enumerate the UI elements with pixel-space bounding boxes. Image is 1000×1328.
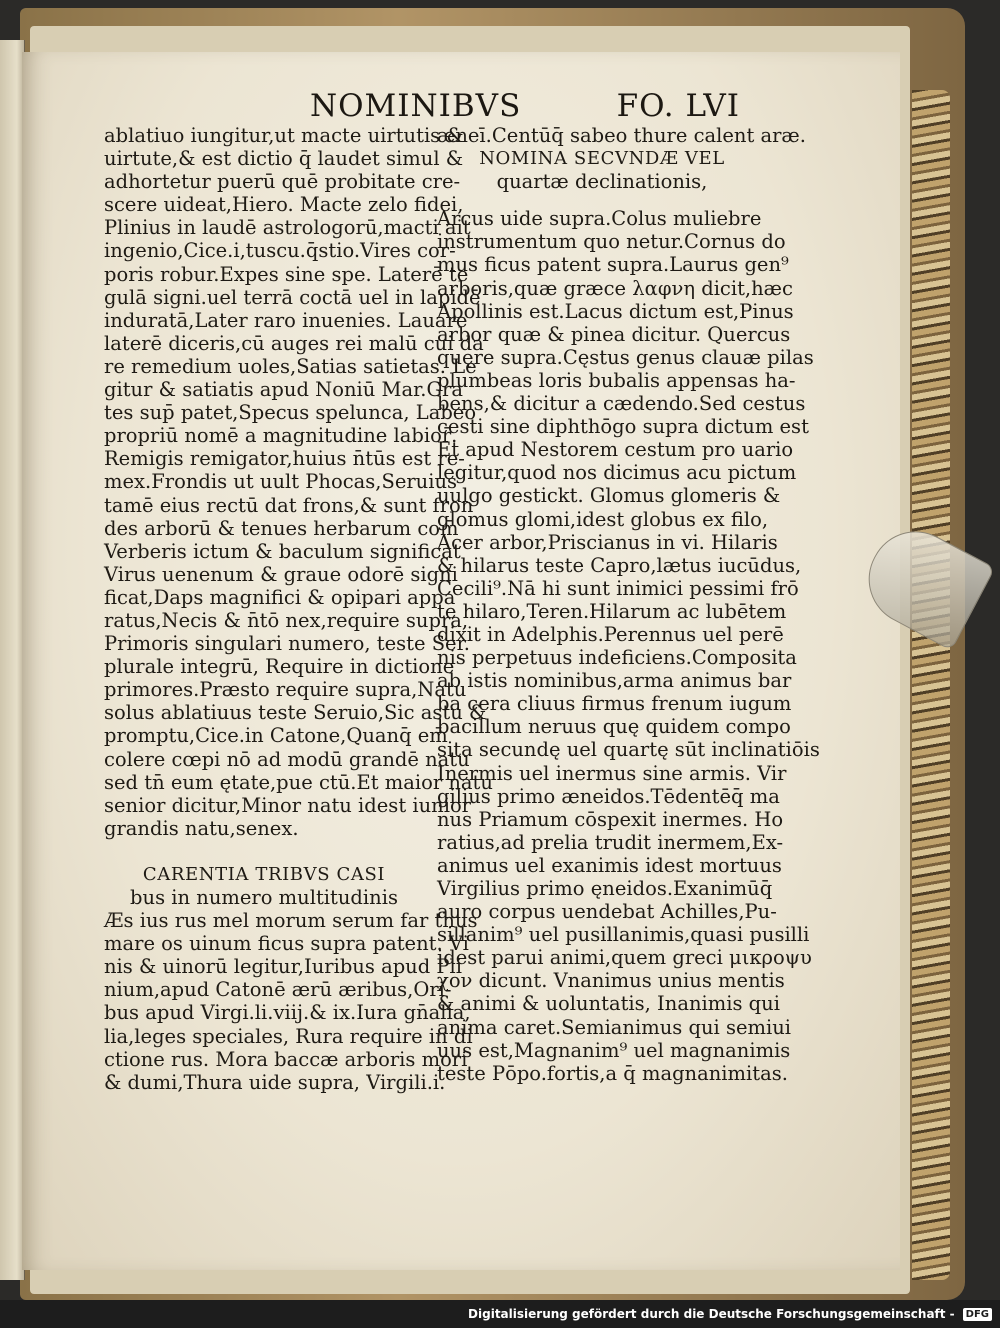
text-line: solus ablatiuus teste Seruio,Sic astu & <box>104 701 487 725</box>
text-line: tamē eius rectū dat frons,& sunt fron <box>104 493 474 517</box>
paragraph-gap <box>437 193 767 207</box>
text-line: promptu,Cice.in Catone,Quanq̄ em̄ <box>104 724 448 748</box>
text-line: instrumentum quo netur.Cornus do <box>437 230 786 254</box>
text-line: uulgo gestickt. Glomus glomeris & <box>437 484 781 508</box>
text-line: Æs ius rus mel morum serum far thus <box>104 909 478 933</box>
running-head <box>310 88 740 124</box>
text-line: ficat,Daps magnifici & opipari appa <box>104 585 456 609</box>
text-line: adhortetur puerū quē probitate cre- <box>104 170 461 194</box>
text-line: anima caret.Semianimus qui semiui <box>437 1015 792 1039</box>
text-line: uus est,Magnanim⁹ uel magnanimis <box>437 1038 791 1062</box>
text-line: propriū nomē a magnitudine labior̄. <box>104 424 458 448</box>
text-line: Inermis uel inermus sine armis. Vir <box>437 761 787 785</box>
text-line: arboris,quæ græce λαφνη dicit,hæc <box>437 276 793 300</box>
text-line: ba cera cliuus firmus frenum iugum <box>437 692 792 716</box>
funding-footer <box>0 1300 1000 1328</box>
text-line: Remigis remigator,huius n̄tūs est re- <box>104 447 465 471</box>
footer-text: Digitalisierung gefördert durch die Deutsche Forschungsgemeinschaft - <box>468 1307 955 1321</box>
text-line: gitur & satiatis apud Noniū Mar.Gra <box>104 378 463 402</box>
text-line: ingenio,Cice.i,tuscu.q̄stio.Vires cor- <box>104 239 456 263</box>
text-line: & hilarus teste Capro,lætus iucūdus, <box>437 553 802 577</box>
left-text-column <box>104 124 493 1094</box>
text-line: Virgilius primo ęneidos.Exanimūq̄ <box>437 877 773 900</box>
text-line: te hilaro,Teren.Hilarum ac lubētem <box>437 599 787 623</box>
text-line: Et apud Nestorem cestum pro uario <box>437 438 794 462</box>
text-line: quęre supra.Cęstus genus clauæ pilas <box>437 345 814 369</box>
text-line: laterē diceris,cū auges rei malū cui da <box>104 331 484 355</box>
text-line: cesti sine diphthōgo supra dictum est <box>437 415 809 439</box>
text-line: scere uideat,Hiero. Macte zelo fidei, <box>104 193 464 217</box>
text-line: gulā signi.uel terrā coctā uel in lapidē <box>104 285 481 309</box>
text-line: plumbeas loris bubalis appensas ha- <box>437 368 796 392</box>
text-line: plurale integrū, Require in dictione <box>104 655 455 679</box>
folio-number: FO. LVI <box>616 88 740 124</box>
text-line: induratā,Later raro inuenies. Lauare <box>104 308 468 332</box>
text-line: nium,apud Catonē ærū æribus,Ori- <box>104 978 452 1002</box>
right-text-column <box>437 124 820 1085</box>
text-line: uirtute,& est dictio q̄ laudet simul & <box>104 147 464 171</box>
text-line: grandis natu,senex. <box>104 816 299 840</box>
paragraph-gap <box>104 840 424 863</box>
section-subheading: bus in numero multitudinis <box>130 886 398 909</box>
marbled-edge <box>912 90 950 1280</box>
text-line: Apollinis est.Lacus dictum est,Pinus <box>437 299 794 323</box>
text-line: Verberis ictum & baculum significat <box>104 539 461 563</box>
text-line: re remedium uoles,Satias satietas. Le <box>104 354 477 378</box>
text-line: des arborū & tenues herbarum com̄ <box>104 516 459 540</box>
text-line: bus apud Virgi.li.viij.& ix.Iura gn̄alia, <box>104 1001 471 1025</box>
text-line: bacillum neruus quę quidem compo <box>437 715 791 739</box>
text-line: idest parui animi,quem greci μικροψυ <box>437 946 812 970</box>
text-line: nus Priamum cōspexit inermes. Ho <box>437 807 784 831</box>
text-line: dixit in Adelphis.Perennus uel perē <box>437 622 784 646</box>
text-line: senior dicitur,Minor natu idest iunior <box>104 793 472 817</box>
text-line: Arcus uide supra.Colus muliebre <box>437 207 762 231</box>
text-line: legitur,quod nos dicimus acu pictum <box>437 461 797 485</box>
text-line: lia,leges speciales, Rura require in di <box>104 1024 473 1048</box>
text-line: gilius primo æneidos.Tēdentēq̄ ma <box>437 784 780 808</box>
text-line: animus uel exanimis idest mortuus <box>437 853 782 877</box>
text-line: χον dicunt. Vnanimus unius mentis <box>437 969 785 993</box>
text-line: tes sup̄ patet,Specus spelunca, Labeo <box>104 401 477 425</box>
text-line: ratius,ad prelia trudit inermem,Ex- <box>437 830 784 854</box>
dfg-logo: DFG <box>963 1308 992 1321</box>
text-line: primores.Præsto require supra,Natu <box>104 678 467 702</box>
text-line: Acer arbor,Priscianus in vi. Hilaris <box>437 530 778 554</box>
text-line: nis perpetuus indeficiens.Composita <box>437 646 797 670</box>
text-line: auro corpus uendebat Achilles,Pu- <box>437 900 777 924</box>
text-line: Plinius in laudē astrologorū,macti ait <box>104 216 471 240</box>
text-line: bens,& dicitur a cædendo.Sed cestus <box>437 392 806 416</box>
text-line: nis & uinorū legitur,Iuribus apud Pli <box>104 955 463 979</box>
text-line: Cecili⁹.Nā hi sunt inimici pessimi frō <box>437 576 799 600</box>
text-line: glomus glomi,idest globus ex filo, <box>437 507 769 531</box>
text-line: ablatiuo iungitur,ut macte uirtutis & <box>104 124 464 147</box>
section-heading: CARENTIA TRIBVS CASI <box>142 863 386 885</box>
text-line: ratus,Necis & n̄tō nex,require supra, <box>104 608 469 632</box>
text-line: Virus uenenum & graue odorē signi <box>104 562 458 586</box>
text-line: teste Pōpo.fortis,a q̄ magnanimitas. <box>437 1061 788 1085</box>
text-line: Primoris singulari numero, teste Ser. <box>104 632 470 656</box>
text-line: sita secundę uel quartę sūt inclinatiōis <box>437 738 820 762</box>
text-line: sillanim⁹ uel pusillanimis,quasi pusilli <box>437 923 810 947</box>
text-line: ab istis nominibus,arma animus bar <box>437 669 792 693</box>
text-line: æneī.Centūq̄ sabeo thure calent aræ. <box>437 124 806 147</box>
text-line: & dumi,Thura uide supra, Virgili.i. <box>104 1070 446 1094</box>
text-line: sed tn̄ eum ętate,pue ctū.Et maior natu <box>104 770 493 794</box>
text-line: ctione rus. Mora baccæ arboris mori <box>104 1047 468 1071</box>
text-line: arbor quæ & pinea dicitur. Quercus <box>437 322 791 346</box>
text-line: colere cœpi nō ad modū grandē natu <box>104 747 470 771</box>
text-line: & animi & uoluntatis, Inanimis qui <box>437 992 780 1016</box>
text-line: poris robur.Expes sine spe. Laterē te <box>104 262 469 286</box>
section-heading: NOMINA SECVNDÆ VEL <box>479 148 725 170</box>
text-line: mus ficus patent supra.Laurus gen⁹ <box>437 253 789 277</box>
running-head-title: NOMINIBVS <box>310 88 522 124</box>
text-line: mex.Frondis ut uult Phocas,Seruius <box>104 470 458 494</box>
section-subheading: quartæ declinationis, <box>496 170 708 194</box>
text-line: mare os uinum ficus supra patent. Vi <box>104 932 469 956</box>
